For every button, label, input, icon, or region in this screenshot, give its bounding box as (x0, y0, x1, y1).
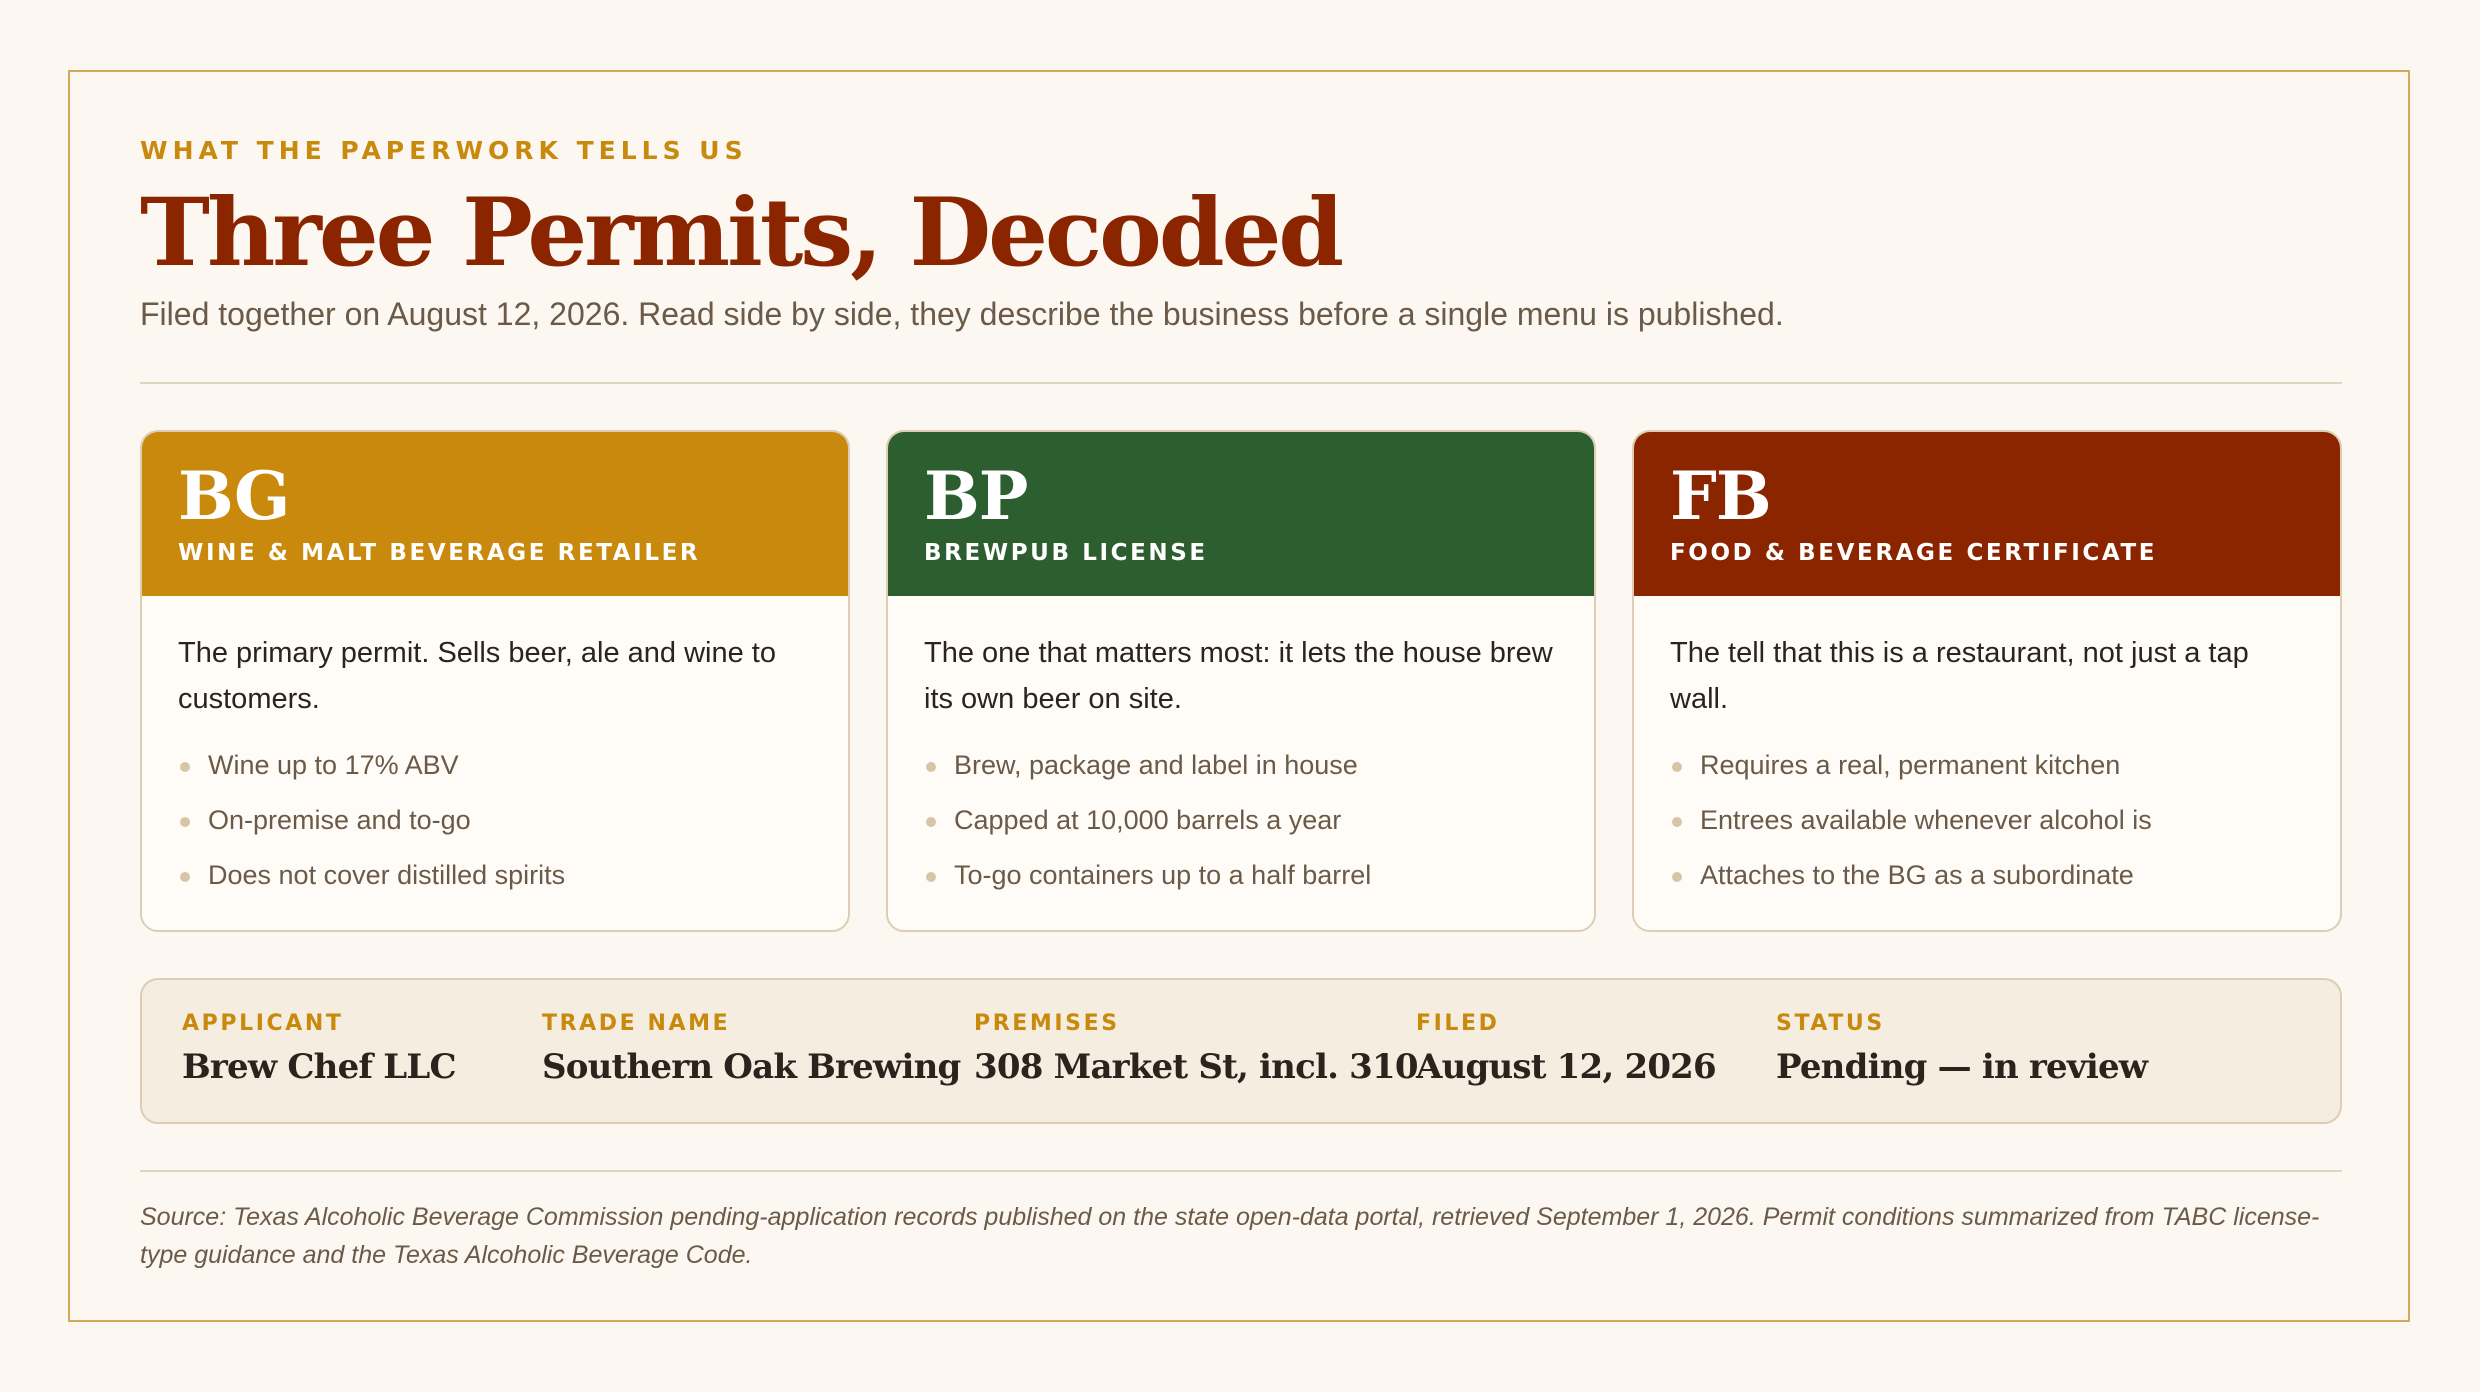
fact-label: PREMISES (974, 1011, 1120, 1036)
list-item: Brew, package and label in house (924, 738, 1558, 793)
permit-name: FOOD & BEVERAGE CERTIFICATE (1670, 540, 2158, 566)
fact-filed (1416, 1010, 1716, 1088)
permit-cards (140, 430, 2342, 932)
list-item: On-premise and to-go (178, 793, 812, 848)
permit-name: WINE & MALT BEVERAGE RETAILER (178, 540, 701, 566)
fact-label: STATUS (1776, 1011, 1885, 1036)
permit-code: BP (924, 457, 1028, 535)
permit-card-body (1634, 596, 2340, 903)
fact-value: Southern Oak Brewing (542, 1047, 961, 1087)
permit-card-header (142, 432, 848, 596)
fact-label: APPLICANT (182, 1011, 344, 1036)
fact-value: 308 Market St, incl. 310 (974, 1047, 1418, 1087)
source-note: Source: Texas Alcoholic Beverage Commission pending-application records published on the state open-data portal, retrieved September 1, 2026. Permit conditions summarized from TABC license-type guidance and the Texas Alcoholic Beverage Code. (140, 1203, 2320, 1269)
fact-trade-name (542, 1010, 960, 1088)
permit-description: The tell that this is a restaurant, not just a tap wall. (1670, 637, 2249, 715)
permit-description: The primary permit. Sells beer, ale and wine to customers. (178, 637, 776, 715)
list-item: Entrees available whenever alcohol is (1670, 793, 2304, 848)
permit-code: BG (178, 457, 290, 535)
permit-name: BREWPUB LICENSE (924, 540, 1208, 566)
fact-label: FILED (1416, 1011, 1500, 1036)
list-item: Capped at 10,000 barrels a year (924, 793, 1558, 848)
list-item: Does not cover distilled spirits (178, 848, 812, 903)
list-item: Requires a real, permanent kitchen (1670, 738, 2304, 793)
permit-card-fb (1632, 430, 2342, 932)
permit-points (924, 738, 1558, 903)
page-content (140, 136, 2342, 1274)
fact-value: Pending — in review (1776, 1047, 2148, 1087)
permit-description: The one that matters most: it lets the house brew its own beer on site. (924, 637, 1553, 715)
permit-card-header (888, 432, 1594, 596)
permit-card-bp (886, 430, 1596, 932)
fact-label: TRADE NAME (542, 1011, 731, 1036)
permit-points (1670, 738, 2304, 903)
page-subtitle: Filed together on August 12, 2026. Read side by side, they describe the business before a single menu is published. (140, 296, 1784, 332)
permit-code: FB (1670, 457, 1771, 535)
list-item: Wine up to 17% ABV (178, 738, 812, 793)
fact-applicant (182, 1010, 456, 1088)
fact-value: Brew Chef LLC (182, 1047, 456, 1087)
list-item: To-go containers up to a half barrel (924, 848, 1558, 903)
permit-card-bg (140, 430, 850, 932)
page-frame (68, 70, 2410, 1322)
list-item: Attaches to the BG as a subordinate (1670, 848, 2304, 903)
permit-points (178, 738, 812, 903)
fact-status (1776, 1010, 2147, 1088)
divider-top (140, 382, 2342, 384)
divider-bottom (140, 1170, 2342, 1172)
fact-value: August 12, 2026 (1416, 1047, 1716, 1087)
fact-premises (974, 1010, 1418, 1088)
permit-card-body (142, 596, 848, 903)
permit-card-header (1634, 432, 2340, 596)
eyebrow-label: WHAT THE PAPERWORK TELLS US (140, 136, 748, 165)
application-facts (140, 978, 2342, 1124)
permit-card-body (888, 596, 1594, 903)
page-title: Three Permits, Decoded (140, 178, 1342, 288)
